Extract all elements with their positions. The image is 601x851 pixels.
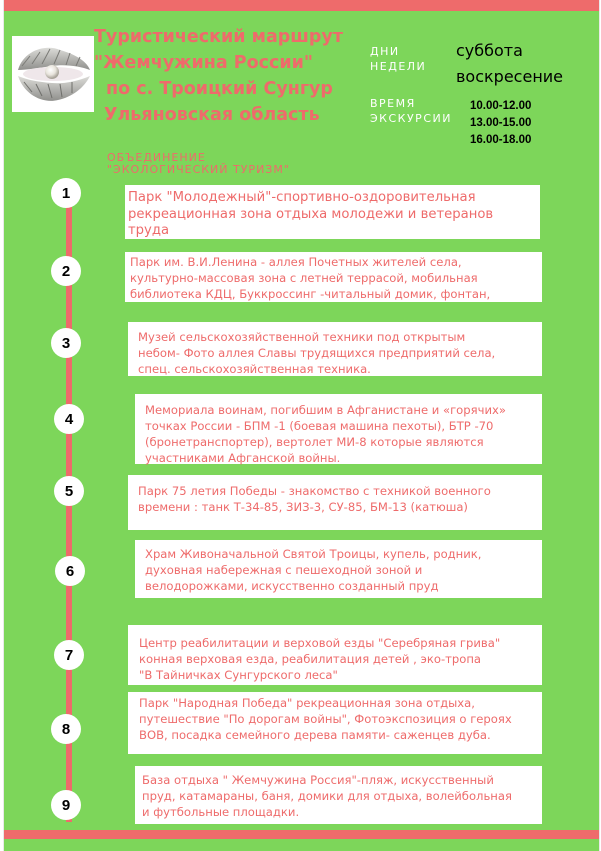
stop-number-7: 7 [54, 640, 84, 670]
brochure-page [3, 0, 600, 851]
stop-card-1 [125, 185, 540, 239]
times-list [470, 98, 531, 149]
stop-8-line-2: путешествие "По дорогам войны", Фотоэкспозиция о героях [139, 712, 512, 726]
stop-4-line-4: участниками Афганской войны. [145, 451, 341, 465]
title-line-3: по с. Троицкий Сунгур [106, 79, 333, 99]
day-saturday: суббота [456, 41, 523, 60]
association-label [107, 152, 290, 176]
stop-7-line-1: Центр реабилитации и верховой езды "Серебряная грива" [139, 636, 501, 650]
days-label [370, 44, 450, 74]
stop-8-line-3: ВОВ, посадка семейного дерева памяти- саженцев дуба. [139, 728, 491, 742]
title-line-4: Ульяновская область [104, 105, 320, 125]
stop-number-2: 2 [51, 256, 81, 286]
stop-1-line-1: Парк "Молодежный"-спортивно-оздоровительная [128, 190, 476, 205]
stop-card-2 [125, 252, 542, 302]
stop-8-line-1: Парк "Народная Победа" рекреационная зона отдыха, [139, 696, 475, 710]
stop-number-9: 9 [51, 790, 81, 820]
stop-card-8 [128, 692, 542, 754]
stop-7-line-2: конная верховая езда, реабилитация детей , эко-тропа [139, 652, 482, 666]
stop-9-line-2: пруд, катамараны, баня, домики для отдыха, волейбольная [142, 789, 512, 803]
day-sunday: воскресение [456, 67, 564, 86]
stop-card-7 [128, 625, 542, 685]
stop-3-line-3: спец. сельскохозяйственная техника. [138, 362, 371, 376]
stop-card-3 [128, 322, 542, 376]
days-label-line-1: ДНИ [370, 45, 400, 58]
stop-card-9 [135, 766, 542, 824]
stop-number-1: 1 [51, 178, 81, 208]
stop-1-line-3: труда [128, 223, 170, 238]
stop-card-6 [135, 540, 542, 598]
page-title [94, 24, 364, 128]
stop-1-line-2: рекреационная зона отдыха молодежи и ветеранов [128, 206, 494, 222]
time-slot-2: 13.00-15.00 [470, 117, 532, 129]
stop-7-line-3: "В Тайничках Сунгурского леса" [139, 668, 338, 682]
stop-number-4: 4 [54, 404, 84, 434]
time-label [370, 96, 470, 126]
time-slot-3: 16.00-18.00 [470, 134, 532, 146]
stop-number-3: 3 [51, 328, 81, 358]
time-label-line-2: ЭКСКУРСИИ [370, 112, 452, 125]
stop-9-line-3: и футбольные площадки. [142, 805, 300, 819]
stop-5-line-1: Парк 75 летия Победы - знакомство с техникой военного [138, 484, 491, 498]
stop-3-line-1: Музей сельскохозяйственной техники под открытым [138, 330, 466, 344]
days-list [456, 38, 563, 90]
association-line-2: "ЭКОЛОГИЧЕСКИЙ ТУРИЗМ" [107, 163, 290, 176]
time-label-line-1: ВРЕМЯ [370, 97, 416, 110]
stop-4-line-3: (бронетранспортер), вертолет МИ-8 которые являются [145, 435, 484, 449]
association-line-1: ОБЪЕДИНЕНИЕ [107, 151, 206, 164]
stop-card-4 [135, 394, 542, 464]
time-slot-1: 10.00-12.00 [470, 100, 532, 112]
stop-6-line-2: духовная набережная с пешеходной зоной и [145, 563, 423, 577]
days-label-line-2: НЕДЕЛИ [370, 60, 427, 73]
stop-number-5: 5 [54, 476, 84, 506]
stop-4-line-2: точках России - БПМ -1 (боевая машина пехоты), БТР -70 [145, 419, 494, 433]
top-stripe [4, 0, 599, 11]
stop-2-line-2: культурно-массовая зона с летней террасой, мобильная [130, 271, 478, 285]
stop-4-line-1: Мемориала воинам, погибшим в Афганистане и «горячих» [145, 403, 506, 417]
stop-card-5 [128, 475, 542, 530]
stop-9-line-1: База отдыха " Жемчужина Россия"-пляж, искусственный [142, 773, 494, 787]
stop-2-line-1: Парк им. В.И.Ленина - аллея Почетных жителей села, [130, 255, 462, 269]
title-line-2: "Жемчужина России" [94, 53, 314, 73]
stop-number-6: 6 [55, 556, 85, 586]
stop-3-line-2: небом- Фото аллея Славы трудящихся предприятий села, [138, 346, 496, 360]
stop-6-line-3: велодорожками, искусственно созданный пруд [145, 579, 439, 593]
title-line-1: Туристический маршрут [94, 27, 343, 47]
stop-number-8: 8 [51, 714, 81, 744]
bottom-stripe [4, 830, 599, 839]
stop-6-line-1: Храм Живоначальной Святой Троицы, купель, родник, [145, 547, 482, 561]
pearl-shell-icon [12, 36, 94, 112]
stop-5-line-2: времени : танк Т-34-85, ЗИЗ-3, СУ-85, БМ-13 (катюша) [138, 500, 468, 514]
stop-2-line-3: библиотека КДЦ, Буккроссинг -читальный домик, фонтан, [130, 287, 491, 301]
